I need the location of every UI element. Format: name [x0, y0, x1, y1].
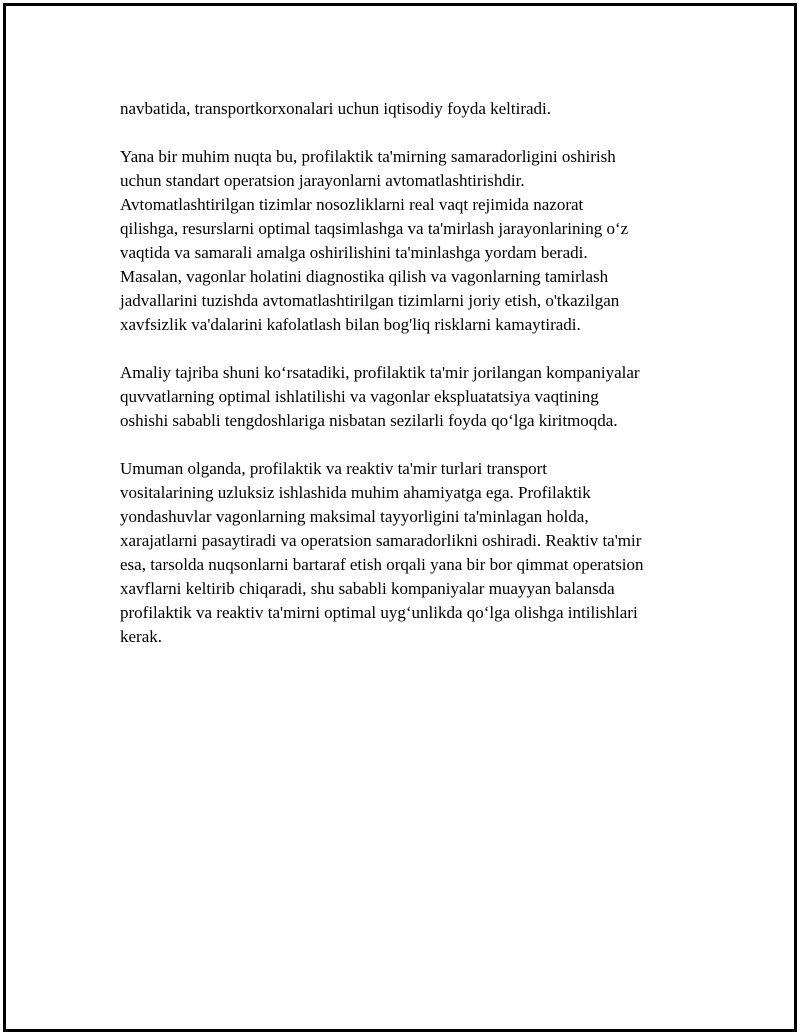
text-line: kerak.	[120, 627, 163, 646]
text-line: Masalan, vagonlar holatini diagnostika qilish va vagonlarning tamirlash	[120, 267, 609, 286]
text-line: xarajatlarni pasaytiradi va operatsion samaradorlikni oshiradi. Reaktiv ta'mir	[120, 531, 642, 550]
text-line: navbatida, transportkorxonalari uchun iqtisodiy foyda keltiradi.	[120, 99, 552, 118]
text-line: Yana bir muhim nuqta bu, profilaktik ta'mirning samaradorligini oshirish	[120, 147, 616, 166]
paragraph	[120, 97, 700, 121]
text-line: profilaktik va reaktiv ta'mirni optimal uyg‘unlikda qo‘lga olishga intilishlari	[120, 603, 638, 622]
paragraph	[120, 457, 700, 649]
text-line: Amaliy tajriba shuni ko‘rsatadiki, profilaktik ta'mir jorilangan kompaniyalar	[120, 363, 640, 382]
text-line: vaqtida va samarali amalga oshirilishini ta'minlashga yordam beradi.	[120, 243, 588, 262]
text-line: Avtomatlashtirilgan tizimlar nosozliklarni real vaqt rejimida nazorat	[120, 195, 584, 214]
text-line: vositalarining uzluksiz ishlashida muhim ahamiyatga ega. Profilaktik	[120, 483, 591, 502]
text-line: oshishi sababli tengdoshlariga nisbatan sezilarli foyda qo‘lga kiritmoqda.	[120, 411, 618, 430]
text-line: Umuman olganda, profilaktik va reaktiv ta'mir turlari transport	[120, 459, 547, 478]
text-line: esa, tarsolda nuqsonlarni bartaraf etish orqali yana bir bor qimmat operatsion	[120, 555, 644, 574]
text-line: qilishga, resurslarni optimal taqsimlashga va ta'mirlash jarayonlarining o‘z	[120, 219, 629, 238]
text-line: uchun standart operatsion jarayonlarni avtomatlashtirishdir.	[120, 171, 525, 190]
text-line: jadvallarini tuzishda avtomatlashtirilgan tizimlarni joriy etish, o'tkazilgan	[120, 291, 620, 310]
paragraph	[120, 361, 700, 433]
document-page	[3, 3, 797, 1032]
text-line: xavflarni keltirib chiqaradi, shu sababli kompaniyalar muayyan balansda	[120, 579, 615, 598]
text-line: yondashuvlar vagonlarning maksimal tayyorligini ta'minlagan holda,	[120, 507, 589, 526]
text-line: quvvatlarning optimal ishlatilishi va vagonlar ekspluatatsiya vaqtining	[120, 387, 599, 406]
document-body	[120, 97, 700, 673]
paragraph	[120, 145, 700, 337]
text-line: xavfsizlik va'dalarini kafolatlash bilan bog'liq risklarni kamaytiradi.	[120, 315, 581, 334]
